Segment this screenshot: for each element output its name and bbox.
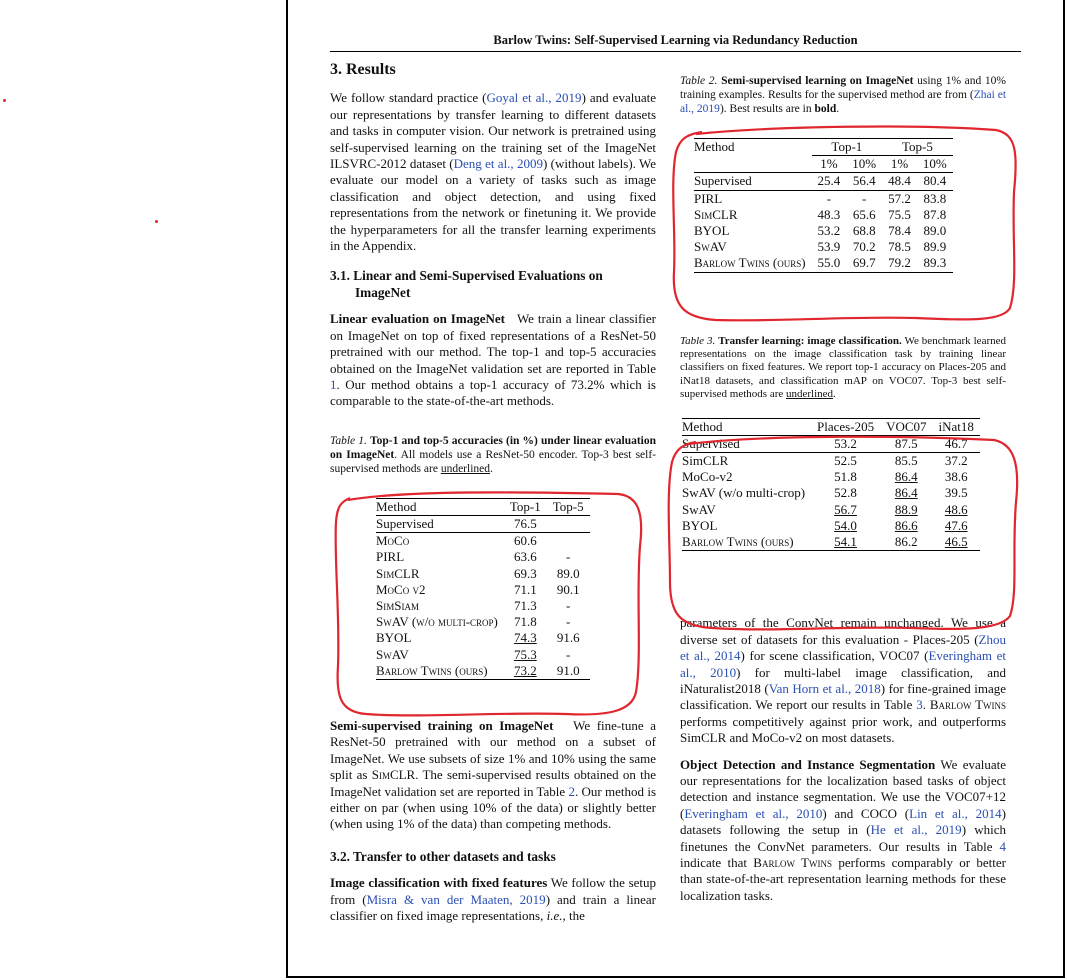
- annotation-dot: [3, 99, 6, 102]
- table-cell: PIRL: [694, 190, 723, 206]
- citation-link[interactable]: Misra & van der Maaten, 2019: [366, 891, 546, 907]
- table-header: VOC07: [886, 418, 927, 434]
- table-cell: 83.8: [923, 190, 947, 206]
- table-cell: 60.6: [513, 533, 537, 549]
- table-cell: SimSiam: [376, 597, 419, 613]
- table-header: Method: [694, 139, 735, 155]
- table-cell: 71.3: [513, 597, 537, 613]
- table-header: Top-5: [552, 498, 584, 514]
- table-cell: Barlow Twins (ours): [682, 534, 794, 550]
- subsection-title: 3.2. Transfer to other datasets and tasks: [330, 848, 556, 864]
- table-cell: -: [566, 646, 571, 662]
- table2-caption: Table 2. Semi-supervised learning on ImageNet using 1% and 10% training examples. Results for the supervised method are from (Zhai et al., 2019). Best results are in bold.: [680, 75, 1007, 115]
- table-cell: SimCLR: [376, 565, 420, 581]
- table-ref-link[interactable]: 3: [916, 697, 923, 713]
- table-cell: SwAV: [694, 239, 727, 255]
- table-cell: MoCo v2: [376, 581, 426, 597]
- citation-link[interactable]: He et al., 2019: [870, 822, 962, 838]
- object-detection-paragraph: Object Detection and Instance Segmentation We evaluate our representations for the localization based tasks of object detection and instance segmentation. We use the VOC07+12 (Everingham et al., 2010) and COCO (Lin et al., 2014) datasets following the setup in (He et al., 2019) which finetunes the ConvNet parameters. Our results in Table 4 indicate that Barlow Twins performs comparably or better than state-of-the-art representation learning methods for these localization tasks.: [680, 756, 1007, 903]
- citation-link[interactable]: Everingham et al., 2010: [684, 805, 823, 821]
- table-cell: SimCLR: [682, 453, 729, 469]
- transfer-results-paragraph: parameters of the ConvNet remain unchanged. We use a diverse set of datasets for this evaluation - Places-205 (Zhou et al., 2014) for scene classification, VOC07 (Everingham et al., 2010) for multi-label image classification, and iNaturalist2018 (Van Horn et al., 2018) for fine-grained image classification. We report our results in Table 3. Barlow Twins performs competitively against prior work, and outperforms SimCLR and MoCo-v2 on most datasets.: [680, 615, 1007, 746]
- table-cell: 90.1: [556, 581, 580, 597]
- citation-link[interactable]: Everingham et al., 2010: [680, 648, 1007, 680]
- table-cell: 56.7: [834, 501, 857, 517]
- table-cell: 68.8: [852, 223, 876, 239]
- table-cell: 47.6: [944, 517, 968, 533]
- table-cell: 69.7: [852, 255, 876, 271]
- table-cell: 89.9: [923, 239, 947, 255]
- table-cell: 71.8: [513, 614, 537, 630]
- table-header: Places-205: [817, 418, 875, 434]
- table-cell: 53.2: [817, 223, 841, 239]
- table-cell: 87.8: [923, 206, 947, 222]
- table-cell: 25.4: [817, 173, 841, 189]
- table-header: 1%: [882, 156, 917, 173]
- table-cell: 89.3: [923, 255, 947, 271]
- table-cell: 69.3: [513, 565, 537, 581]
- table-header: iNat18: [938, 418, 974, 434]
- table-cell: 54.1: [834, 534, 857, 550]
- table-cell: -: [862, 190, 867, 206]
- table-cell: -: [826, 190, 832, 206]
- table-cell: BYOL: [376, 630, 412, 646]
- table-cell: 71.1: [513, 581, 537, 597]
- table-cell: 39.5: [944, 485, 968, 501]
- table-cell: 86.6: [894, 517, 918, 533]
- table-cell: 91.6: [556, 630, 580, 646]
- table-cell: 91.0: [556, 662, 580, 678]
- table-cell: MoCo: [376, 533, 410, 549]
- table-cell: 80.4: [923, 173, 947, 189]
- citation-link[interactable]: Zhou et al., 2014: [680, 631, 1006, 664]
- table-cell: 46.7: [944, 435, 968, 451]
- table-header: Method: [376, 498, 417, 514]
- table-cell: 51.8: [834, 469, 857, 485]
- table-header: 10%: [917, 156, 953, 173]
- table-cell: Barlow Twins (ours): [694, 255, 806, 271]
- table-cell: 73.2: [513, 662, 537, 678]
- table-header: Top-1: [509, 498, 541, 514]
- table-cell: 78.4: [888, 223, 911, 239]
- table-cell: 88.9: [894, 501, 918, 517]
- right-column: [680, 60, 1006, 914]
- table-cell: BYOL: [694, 223, 730, 239]
- table-ref-link[interactable]: 4: [999, 838, 1006, 854]
- table-cell: 89.0: [923, 223, 947, 239]
- table-cell: Supervised: [682, 435, 740, 451]
- table3: [682, 418, 980, 552]
- table-cell: 46.5: [944, 534, 968, 550]
- citation-link[interactable]: Zhai et al., 2019: [680, 89, 1007, 115]
- table-cell: 78.5: [888, 239, 911, 255]
- table-cell: 48.4: [888, 173, 911, 189]
- table-cell: [547, 533, 590, 550]
- table3-caption: Table 3. Transfer learning: image classification. We benchmark learned representations on the image classification task by training linear classifiers on fixed features. We report top-1 accuracy on Places-205 and iNat18 datasets, and classification mAP on VOC07. Top-3 best self-supervised methods are underlined.: [680, 334, 1006, 401]
- table-cell: 85.5: [894, 453, 918, 469]
- table-cell: SwAV: [682, 501, 716, 517]
- left-column: [330, 60, 656, 934]
- table-ref-link[interactable]: 2: [568, 783, 575, 799]
- table-header: 1%: [812, 156, 847, 173]
- table-cell: 86.2: [894, 534, 918, 550]
- table-cell: 70.2: [852, 239, 876, 255]
- table2: [694, 138, 953, 273]
- table-cell: PIRL: [376, 549, 405, 565]
- subsection-title: 3.1. Linear and Semi-Supervised Evaluations on ImageNet: [330, 268, 603, 300]
- table-cell: 74.3: [513, 630, 537, 646]
- running-head: Barlow Twins: Self-Supervised Learning via Redundancy Reduction: [330, 33, 1021, 52]
- section-title: 3. Results: [330, 61, 396, 78]
- paper-page: [286, 0, 1065, 978]
- table-cell: 37.2: [944, 453, 968, 469]
- results-intro-paragraph: We follow standard practice (Goyal et al., 2019) and evaluate our representations by transfer learning to different datasets and tasks in computer vision. Our network is pretrained using self-supervised learning on the training set of the ImageNet ILSVRC-2012 dataset (Deng et al., 2009) (without labels). We evaluate our model on a variety of tasks such as image classification and object detection, and using fixed representations from the network or finetuning it. We provide the hyperparameters for all the transfer learning experiments in the Appendix.: [330, 90, 656, 254]
- table-header: Top-5: [902, 139, 933, 154]
- table-cell: 55.0: [817, 255, 841, 271]
- table-cell: 48.6: [944, 501, 968, 517]
- table-cell: 89.0: [556, 565, 580, 581]
- table-cell: 75.5: [888, 206, 911, 222]
- table-cell: 65.6: [852, 206, 876, 222]
- table-cell: 86.4: [894, 485, 918, 501]
- table-header: Top-1: [831, 139, 863, 154]
- table-cell: 86.4: [894, 469, 918, 485]
- citation-link[interactable]: Deng et al., 2009: [453, 156, 543, 172]
- linear-eval-paragraph: Linear evaluation on ImageNet We train a linear classifier on ImageNet on top of fixed representations of a ResNet-50 pretrained with our method. The top-1 and top-5 accuracies obtained on the ImageNet validation set are reported in Table 1. Our method obtains a top-1 accuracy of 73.2% which is comparable to the state-of-the-art methods.: [330, 311, 657, 409]
- table-cell: 52.8: [834, 485, 857, 501]
- table-cell: 54.0: [834, 517, 857, 533]
- table-cell: Supervised: [694, 173, 752, 189]
- table-cell: 76.5: [513, 515, 537, 531]
- annotation-dot: [155, 220, 158, 223]
- table-cell: 53.2: [834, 435, 857, 451]
- citation-link[interactable]: Van Horn et al., 2018: [768, 680, 881, 696]
- citation-link[interactable]: Goyal et al., 2019: [486, 90, 582, 106]
- table-cell: SwAV (w/o multi-crop): [682, 485, 806, 501]
- table-cell: 87.5: [894, 435, 918, 451]
- table-cell: BYOL: [682, 517, 718, 533]
- table-cell: -: [566, 597, 571, 613]
- table-cell: [547, 515, 590, 532]
- table1: [376, 498, 590, 680]
- table1-caption: Table 1. Top-1 and top-5 accuracies (in %) under linear evaluation on ImageNet. All models use a ResNet-50 encoder. Top-3 best self-supervised methods are underlined.: [330, 434, 657, 475]
- table-cell: 38.6: [944, 469, 968, 485]
- table-cell: Supervised: [376, 515, 434, 531]
- table-cell: -: [566, 549, 571, 565]
- table-header: 10%: [846, 156, 882, 173]
- table-cell: 63.6: [513, 549, 537, 565]
- table-cell: -: [566, 614, 571, 630]
- table-cell: 53.9: [817, 239, 841, 255]
- table-cell: 48.3: [817, 206, 841, 222]
- table-cell: Barlow Twins (ours): [376, 662, 488, 678]
- table-cell: 52.5: [834, 453, 857, 469]
- table-cell: MoCo-v2: [682, 469, 733, 485]
- table-header: Method: [682, 418, 723, 434]
- table-cell: 79.2: [888, 255, 911, 271]
- table-cell: 75.3: [513, 646, 537, 662]
- table-cell: SwAV: [376, 646, 409, 662]
- table-ref-link[interactable]: 1: [330, 376, 337, 392]
- table-cell: 56.4: [852, 173, 876, 189]
- table-cell: 57.2: [888, 190, 911, 206]
- image-classification-paragraph: Image classification with fixed features We follow the setup from (Misra & van der Maaten, 2019) and train a linear classifier on fixed image representations, i.e., the: [330, 875, 657, 924]
- semi-supervised-paragraph: Semi-supervised training on ImageNet We fine-tune a ResNet-50 pretrained with our method on a subset of ImageNet. We use subsets of size 1% and 10% using the same split as SimCLR. The semi-supervised results obtained on the ImageNet validation set are reported in Table 2. Our method is either on par (when using 10% of the data) or slightly better (when using 1% of the data) than competing methods.: [330, 717, 656, 832]
- citation-link[interactable]: Lin et al., 2014: [909, 805, 1002, 821]
- table-cell: SimCLR: [694, 206, 738, 222]
- table-cell: SwAV (w/o multi-crop): [376, 614, 498, 630]
